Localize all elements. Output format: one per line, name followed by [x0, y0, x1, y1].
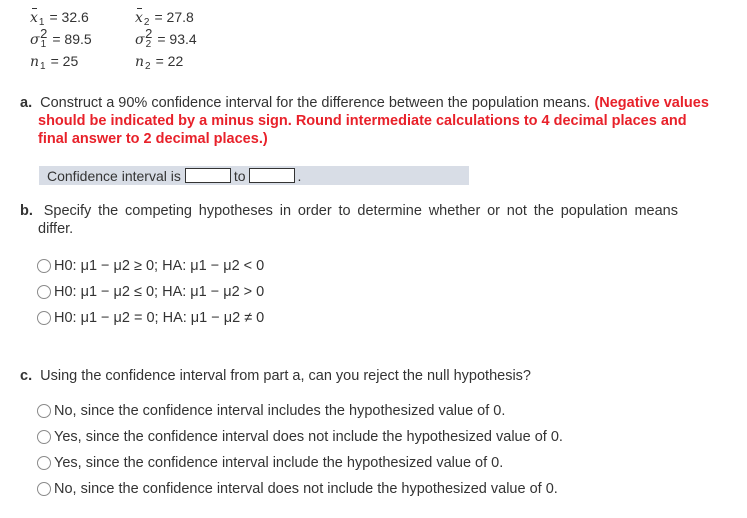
- part-a-text: Construct a 90% confidence interval for the difference between the population means.: [40, 95, 591, 111]
- sample-statistics: [30, 6, 290, 72]
- ci-upper-input[interactable]: [249, 168, 295, 183]
- sample-size-2: [135, 53, 240, 70]
- radio-button[interactable]: [37, 430, 51, 444]
- sample-mean-1: [30, 9, 135, 26]
- sigma-1-value: = 89.5: [52, 30, 92, 47]
- sample-size-1: [30, 53, 135, 70]
- reject-null-options: [37, 398, 637, 502]
- sigma-2-value: = 93.4: [157, 30, 197, 47]
- n-2-symbol: n: [135, 53, 145, 70]
- stat-row-variances: [30, 25, 290, 50]
- hypothesis-option-1-text: H0: μ1 − μ2 ≥ 0; HA: μ1 − μ2 < 0: [54, 258, 265, 274]
- sigma-1-subscript: 1: [40, 38, 47, 50]
- hypothesis-option-3-text: H0: μ1 − μ2 = 0; HA: μ1 − μ2 ≠ 0: [54, 310, 265, 326]
- population-variance-2: [135, 25, 240, 50]
- part-a-label: a.: [20, 95, 33, 111]
- radio-button[interactable]: [37, 311, 51, 325]
- n-1-symbol: n: [30, 53, 40, 70]
- sigma-2-symbol: σ: [135, 31, 145, 48]
- ci-label: Confidence interval is: [47, 167, 181, 184]
- n-2-subscript: 2: [145, 60, 151, 72]
- conclusion-option-4[interactable]: [37, 476, 637, 502]
- xbar-1-value: = 32.6: [49, 8, 89, 25]
- xbar-2-symbol: x: [135, 9, 143, 26]
- radio-button[interactable]: [37, 285, 51, 299]
- conclusion-option-2[interactable]: [37, 424, 637, 450]
- n-2-value: = 22: [155, 52, 184, 69]
- conclusion-option-1-text: No, since the confidence interval includes the hypothesized value of 0.: [54, 403, 506, 419]
- ci-lower-input[interactable]: [185, 168, 231, 183]
- sigma-2-superscript: 2: [145, 25, 153, 41]
- sigma-1-symbol: σ: [30, 31, 40, 48]
- population-variance-1: [30, 25, 135, 50]
- hypothesis-option-2-text: H0: μ1 − μ2 ≤ 0; HA: μ1 − μ2 > 0: [54, 284, 265, 300]
- radio-button[interactable]: [37, 456, 51, 470]
- radio-button[interactable]: [37, 404, 51, 418]
- question-part-b: [20, 202, 678, 238]
- part-b-label: b.: [20, 203, 33, 219]
- hypothesis-option-3[interactable]: [37, 305, 637, 331]
- hypothesis-option-2[interactable]: [37, 279, 637, 305]
- question-part-c: [20, 367, 678, 385]
- question-part-a: [20, 94, 718, 148]
- stat-row-means: [30, 6, 290, 28]
- radio-button[interactable]: [37, 482, 51, 496]
- conclusion-option-1[interactable]: [37, 398, 637, 424]
- n-1-subscript: 1: [40, 60, 46, 72]
- part-b-text: Specify the competing hypotheses in order to determine whether or not the population means differ.: [38, 203, 679, 237]
- radio-button[interactable]: [37, 259, 51, 273]
- hypotheses-options: [37, 253, 637, 331]
- xbar-2-subscript: 2: [143, 16, 150, 28]
- xbar-1-symbol: x: [30, 9, 38, 26]
- sample-mean-2: [135, 9, 240, 26]
- sigma-2-subscript: 2: [145, 38, 152, 50]
- conclusion-option-4-text: No, since the confidence interval does not include the hypothesized value of 0.: [54, 481, 558, 497]
- sigma-1-superscript: 2: [40, 25, 48, 41]
- conclusion-option-2-text: Yes, since the confidence interval does not include the hypothesized value of 0.: [54, 429, 563, 445]
- n-1-value: = 25: [50, 52, 79, 69]
- part-c-label: c.: [20, 368, 33, 384]
- ci-to-label: to: [233, 167, 246, 184]
- xbar-2-value: = 27.8: [154, 8, 194, 25]
- conclusion-option-3[interactable]: [37, 450, 637, 476]
- ci-period: .: [297, 167, 302, 184]
- part-c-text: Using the confidence interval from part a, can you reject the null hypothesis?: [40, 368, 531, 384]
- confidence-interval-row: [39, 166, 469, 185]
- stat-row-sizes: [30, 50, 290, 72]
- conclusion-option-3-text: Yes, since the confidence interval include the hypothesized value of 0.: [54, 455, 504, 471]
- xbar-1-subscript: 1: [38, 16, 45, 28]
- hypothesis-option-1[interactable]: [37, 253, 637, 279]
- part-a-instruction: (Negative values should be indicated by a minus sign. Round intermediate calculations to 4 decimal places and final answer to 2 decimal places.): [38, 95, 709, 147]
